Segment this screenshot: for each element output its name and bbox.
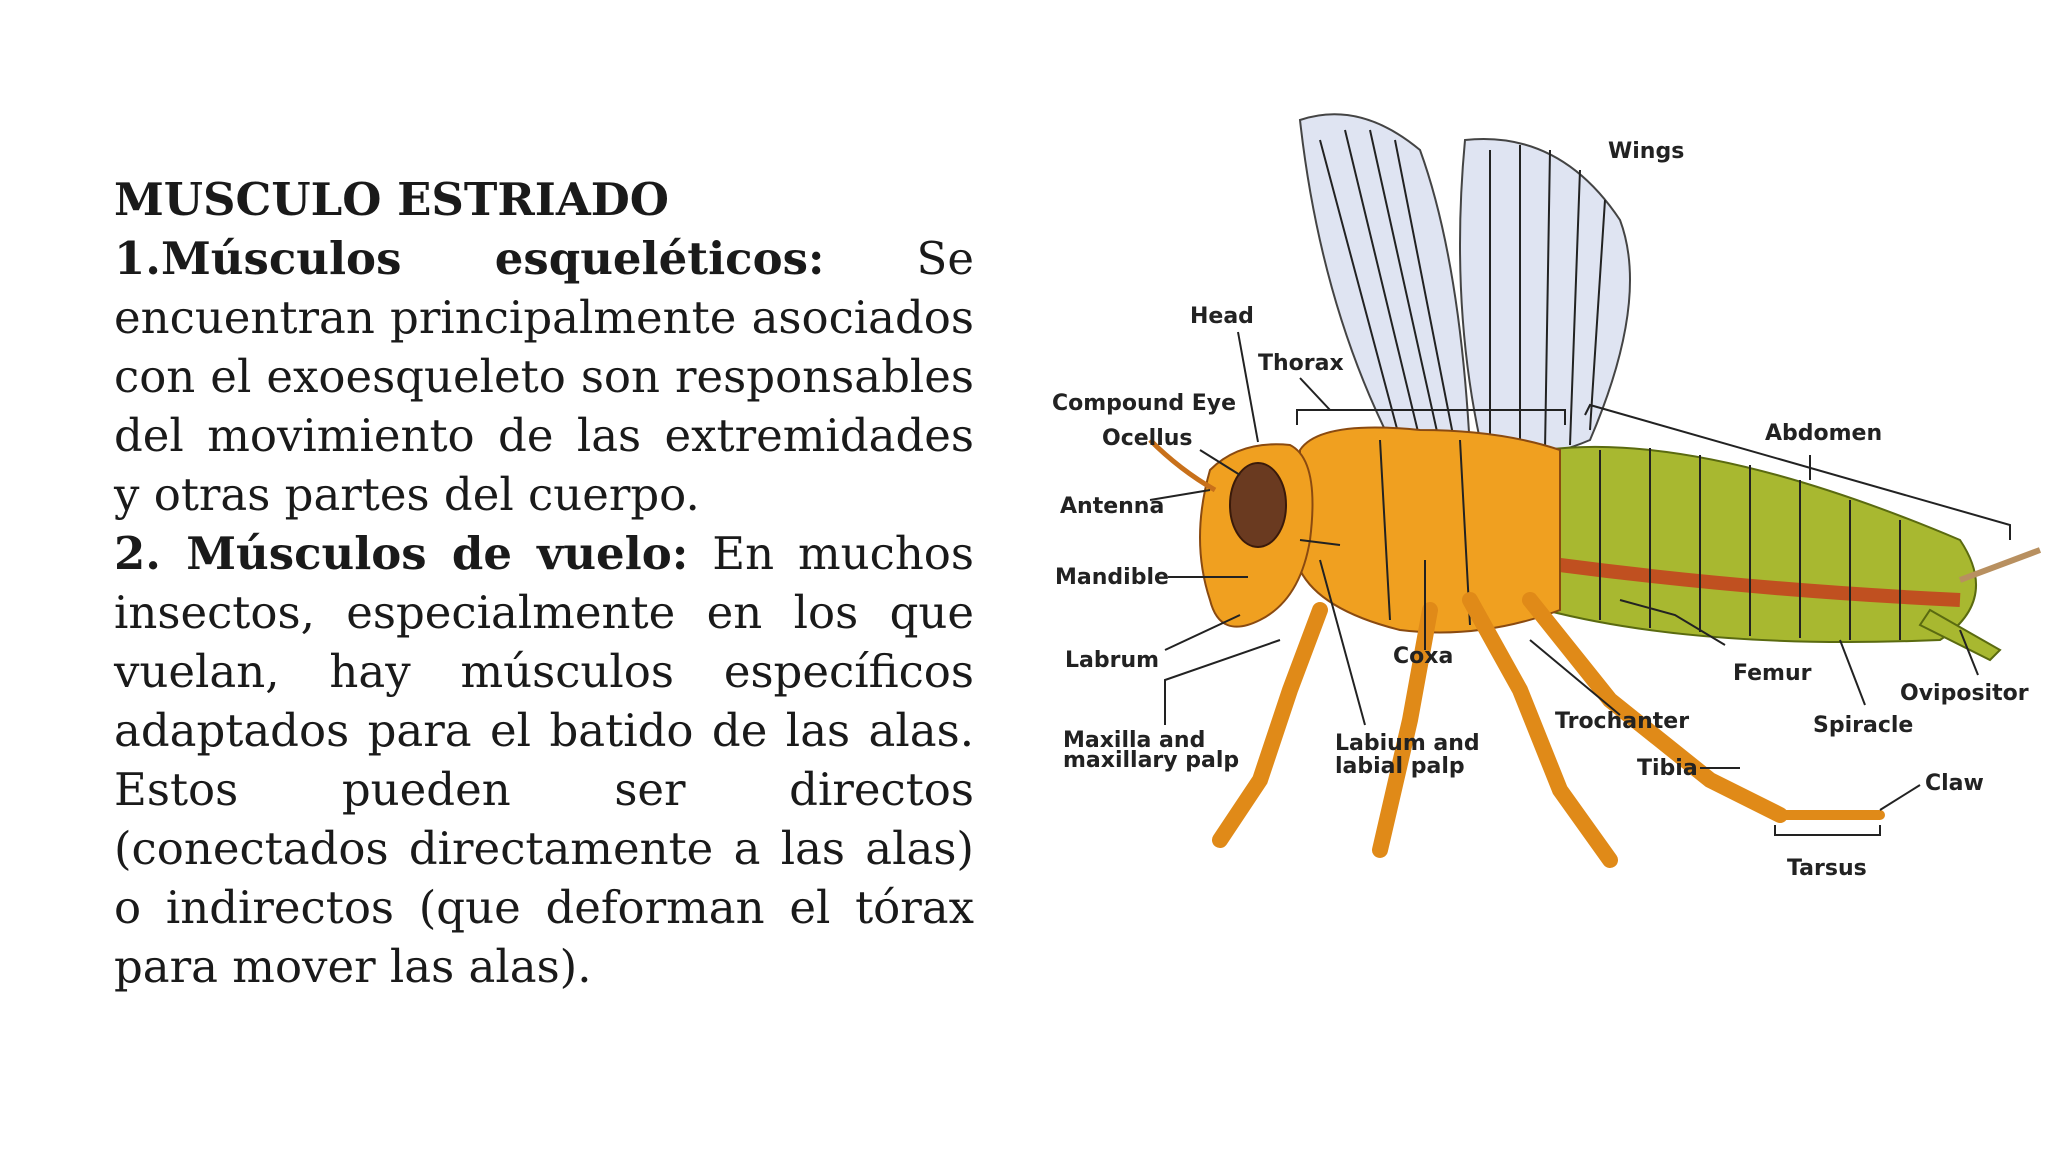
label-labium-line1: Labium and — [1335, 731, 1480, 756]
flight-body: En muchos insectos, especialmente en los que vuelan, hay músculos específicos adaptados para el batido de las alas. Estos pueden ser directos (conectados directamente a las alas) o indirectos (que deforman el tórax para mover las alas). — [114, 527, 974, 993]
label-claw: Claw — [1925, 771, 1984, 796]
flight-heading: 2. Músculos de vuelo: — [114, 527, 689, 580]
label-maxilla-line1: Maxilla and — [1063, 728, 1206, 753]
label-coxa: Coxa — [1393, 644, 1454, 669]
label-labium-line2: labial palp — [1335, 754, 1465, 779]
head-shape — [1150, 440, 1313, 627]
label-head: Head — [1190, 304, 1254, 329]
abdomen-shape — [1545, 447, 2040, 660]
skeletal-heading: 1.Músculos esqueléticos: — [114, 232, 825, 285]
skeletal-body: Se encuentran principalmente asociados con el exoesqueleto son responsables del movimiento de las extremidades y otras partes del cuerpo. — [114, 232, 975, 521]
wings-shape — [1300, 114, 1630, 455]
label-labrum: Labrum — [1065, 648, 1160, 673]
label-thorax: Thorax — [1258, 351, 1344, 376]
label-abdomen: Abdomen — [1765, 421, 1883, 446]
label-antenna: Antenna — [1060, 494, 1165, 519]
label-maxilla-line2: maxillary palp — [1063, 748, 1240, 773]
paragraph-skeletal — [114, 229, 974, 524]
body-text — [114, 170, 974, 996]
slide-title: MUSCULO ESTRIADO — [114, 173, 669, 226]
label-mandible: Mandible — [1055, 565, 1169, 590]
label-wings: Wings — [1608, 139, 1685, 164]
label-ovipositor: Ovipositor — [1900, 681, 2029, 706]
label-tarsus: Tarsus — [1787, 856, 1867, 881]
label-compound-eye: Compound Eye — [1052, 391, 1237, 416]
tarsus-bracket — [1775, 825, 1880, 835]
thorax-shape — [1300, 428, 1560, 633]
label-trochanter: Trochanter — [1555, 709, 1690, 734]
label-tibia: Tibia — [1637, 756, 1698, 781]
insect-anatomy-diagram — [1040, 100, 2048, 900]
paragraph-flight — [114, 524, 974, 996]
label-ocellus: Ocellus — [1102, 426, 1193, 451]
label-spiracle: Spiracle — [1813, 713, 1914, 738]
label-femur: Femur — [1733, 661, 1812, 686]
